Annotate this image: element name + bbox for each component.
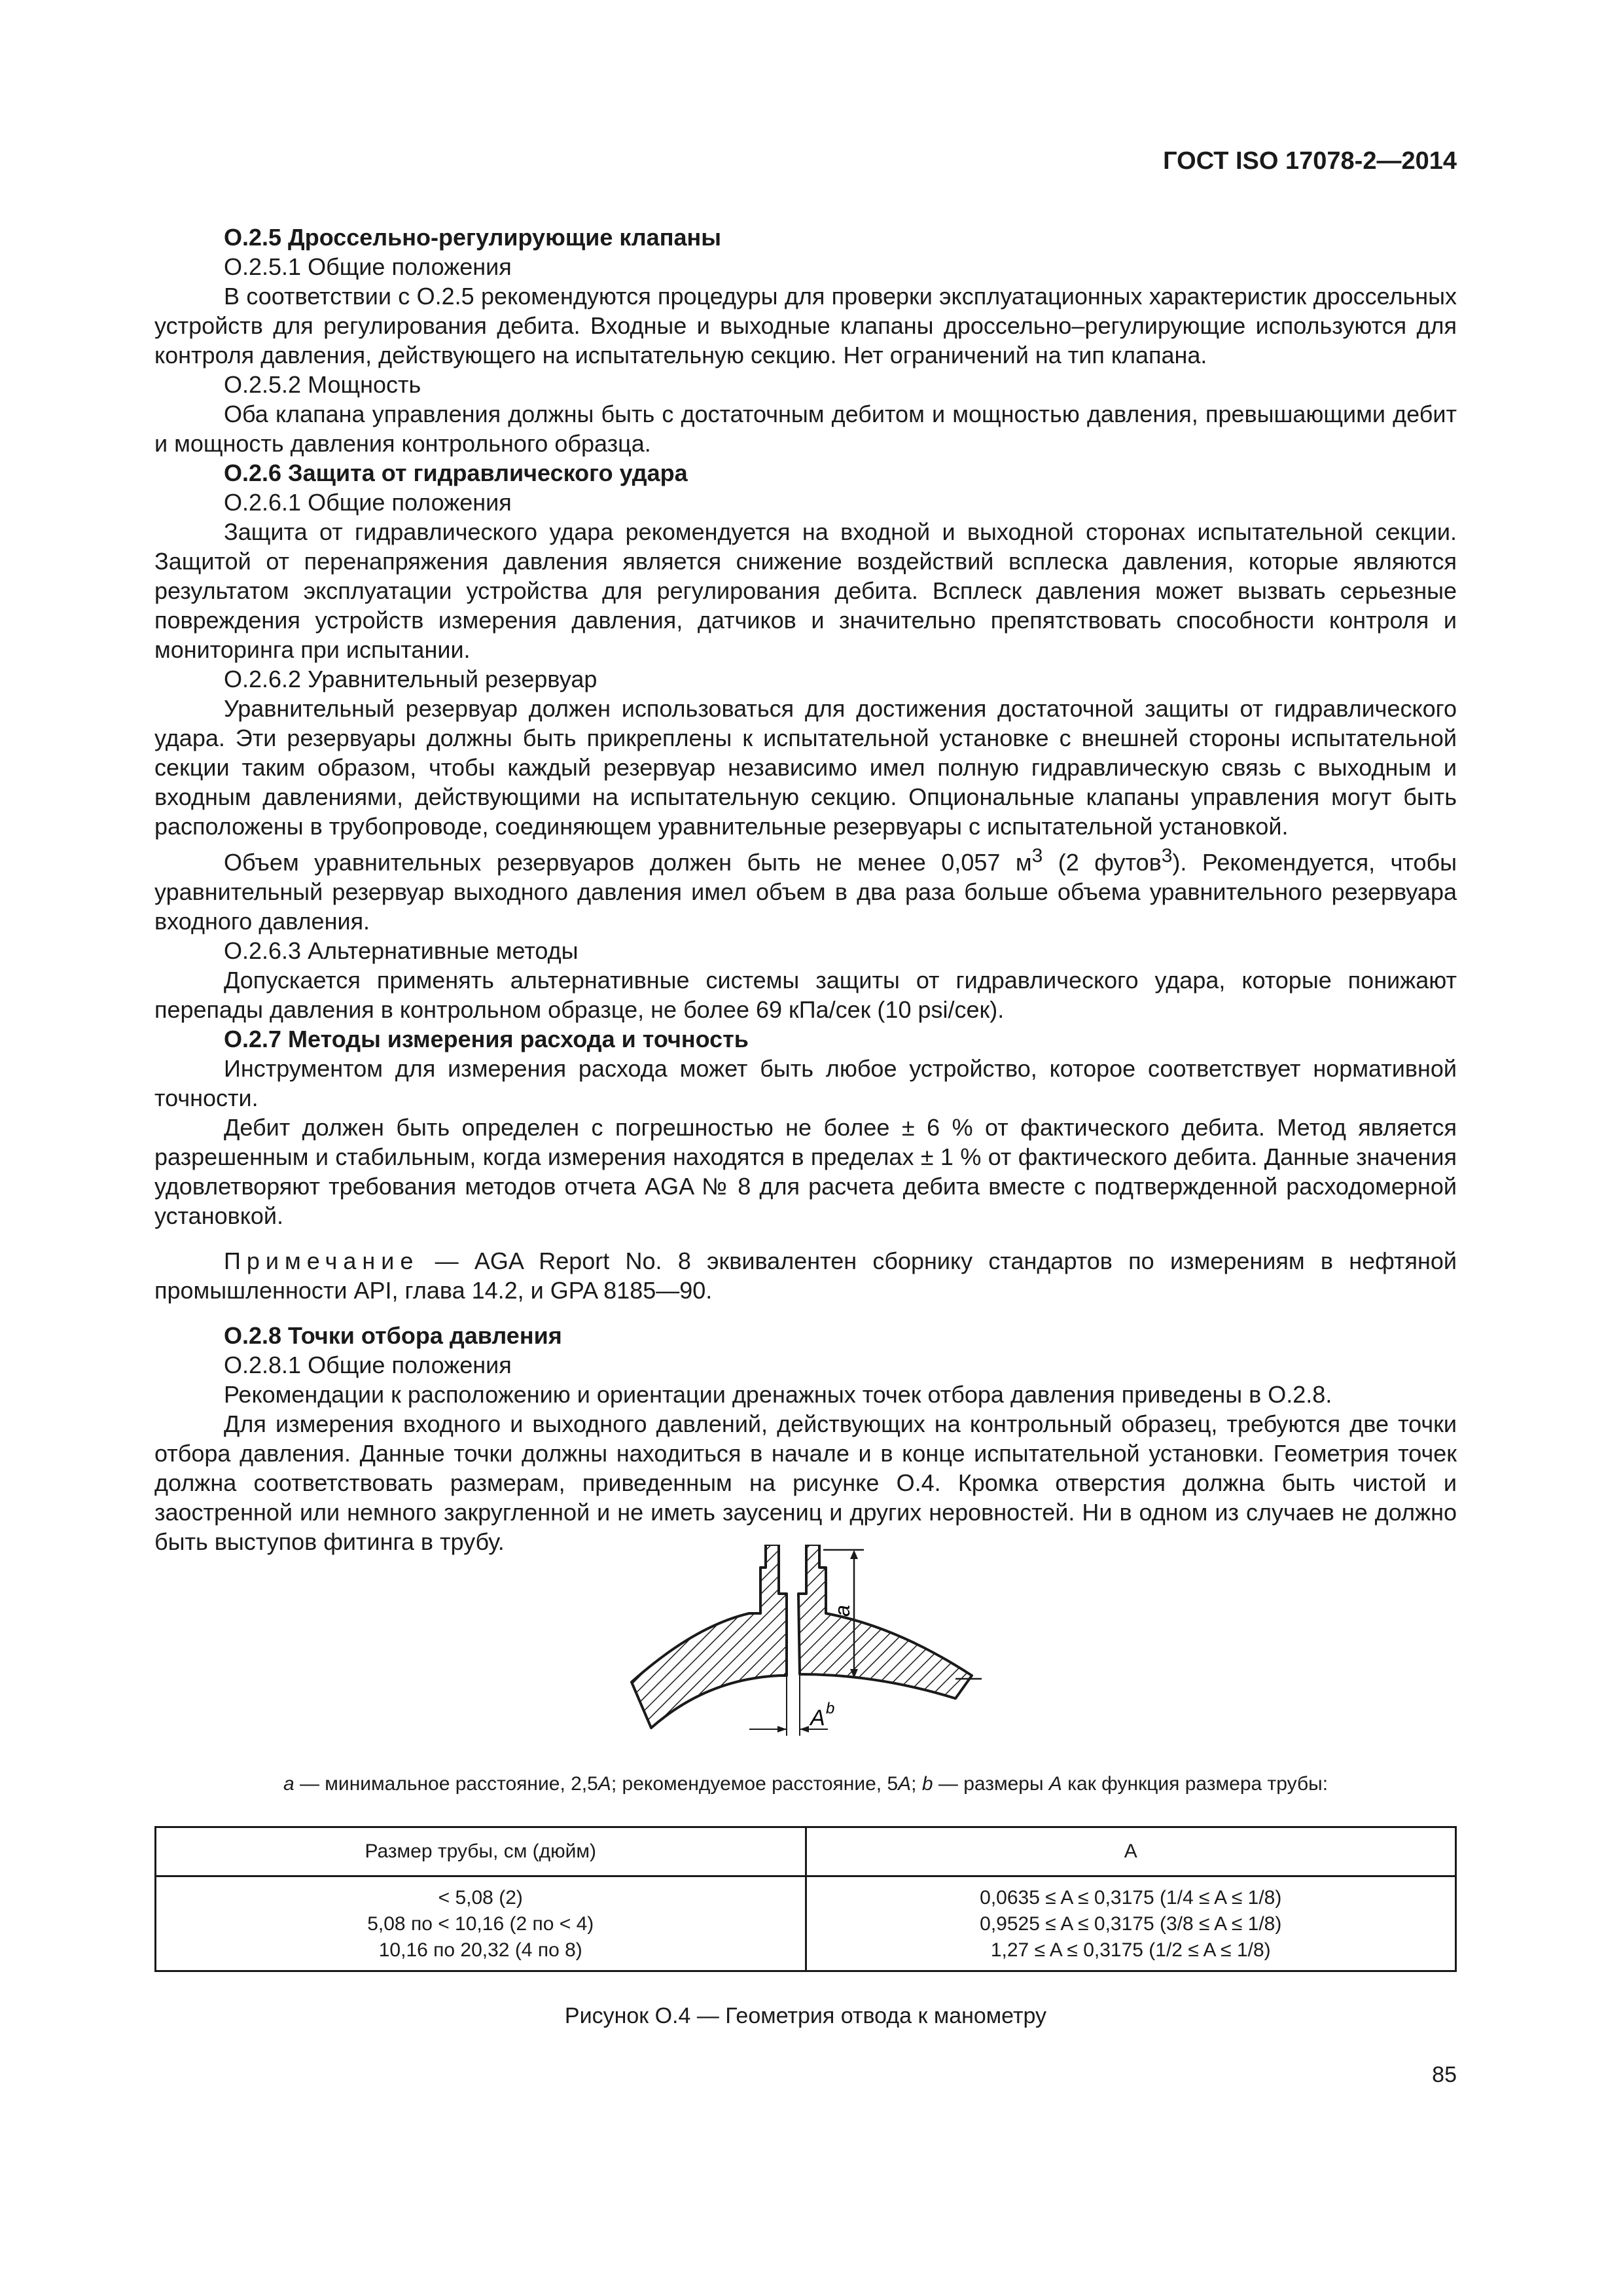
note xyxy=(154,1246,1457,1305)
text-run: Объем уравнительных резервуаров должен быть не менее 0,057 м xyxy=(224,849,1032,876)
arrow-right xyxy=(777,1726,787,1732)
figure-title: Рисунок О.4 — Геометрия отвода к манометру xyxy=(564,2003,1047,2028)
subsection-heading: О.2.8.1 Общие положения xyxy=(224,1352,512,1378)
paragraph: В соответствии с О.2.5 рекомендуются процедуры для проверки эксплуатационных характеристик дроссельных устройств для регулирования дебита. Входные и выходные клапаны дроссельно–регулирующие используются для контроля давления, действующего на испытательную секцию. Нет ограничений на тип клапана. xyxy=(154,283,1457,368)
note-label: Примечание xyxy=(224,1247,419,1274)
paragraph: Для измерения входного и выходного давлений, действующих на контрольный образец, требуются две точки отбора давления. Данные точки должны находиться в начале и в конце испытательной установки. Геометрия точек должна соответствовать размерам, приведенным на рисунке О.4. Кромка отверстия должна быть чистой и заостренной или немного закругленной и не иметь заусениц и других неровностей. Ни в одном из случаев не должно быть выступов фитинга в трубу. xyxy=(154,1410,1457,1555)
label-a: a xyxy=(830,1605,854,1617)
paragraph: Рекомендации к расположению и ориентации дренажных точек отбора давления приведены в О.2.8. xyxy=(224,1381,1332,1408)
table-row xyxy=(156,1876,1456,1971)
arrow-up xyxy=(850,1550,858,1559)
superscript: 3 xyxy=(1161,845,1173,867)
cell-line: 0,0635 ≤ A ≤ 0,3175 (1/4 ≤ A ≤ 1/8) xyxy=(980,1887,1282,1909)
subsection-heading: О.2.5.2 Мощность xyxy=(224,371,421,398)
standard-number: ГОСТ ISO 17078-2—2014 xyxy=(1163,147,1457,175)
label-A: A xyxy=(810,1706,825,1731)
legend-text: ; xyxy=(911,1773,922,1795)
legend-text: — минимальное расстояние, 2,5 xyxy=(294,1773,598,1795)
section-heading: О.2.8 Точки отбора давления xyxy=(224,1322,562,1349)
paragraph xyxy=(154,841,1457,936)
arrow-left xyxy=(800,1726,809,1732)
figure-legend xyxy=(154,1769,1457,1799)
pipe-wall-left xyxy=(632,1545,787,1728)
paragraph: Оба клапана управления должны быть с достаточным дебитом и мощностью давления, превышающими дебит и мощность давления контрольного образца. xyxy=(154,401,1457,457)
legend-term: A xyxy=(898,1773,912,1795)
legend-text: ; рекомендуемое расстояние, 5 xyxy=(611,1773,899,1795)
table-cell xyxy=(806,1876,1456,1971)
legend-text: как функция размера трубы: xyxy=(1061,1773,1329,1795)
document-body xyxy=(154,223,1457,1556)
paragraph: Дебит должен быть определен с погрешностью не более ± 6 % от фактического дебита. Метод является разрешенным и стабильным, когда измерения находятся в пределах ± 1 % от фактического дебита. Данные значения удовлетворяют требования методов отчета AGA № 8 для расчета дебита вместе с подтвержденной расходомерной установкой. xyxy=(154,1114,1457,1229)
paragraph: Допускается применять альтернативные системы защиты от гидравлического удара, которые понижают перепады давления в контрольном образце, не более 69 кПа/сек (10 psi/сек). xyxy=(154,967,1457,1023)
paragraph: Инструментом для измерения расхода может быть любое устройство, которое соответствует нормативной точности. xyxy=(154,1055,1457,1111)
section-heading: О.2.6 Защита от гидравлического удара xyxy=(224,459,688,486)
cell-line: 10,16 по 20,32 (4 по 8) xyxy=(378,1939,582,1961)
text-run: ). Рекомендуется, чтобы уравнительный резервуар выходного давления имел объем в два раза больше объема уравнительного резервуара входного давления. xyxy=(154,849,1457,935)
cell-line: 1,27 ≤ A ≤ 0,3175 (1/2 ≤ A ≤ 1/8) xyxy=(990,1939,1271,1961)
table-header-row xyxy=(156,1827,1456,1876)
text-run: (2 футов xyxy=(1043,849,1162,876)
section-heading: О.2.7 Методы измерения расхода и точность xyxy=(224,1026,749,1052)
table-cell xyxy=(156,1876,806,1971)
page-number: 85 xyxy=(1432,2062,1457,2087)
pipe-wall-right xyxy=(798,1545,972,1698)
superscript: 3 xyxy=(1031,845,1043,867)
paragraph: Защита от гидравлического удара рекомендуется на входной и выходной сторонах испытательной секции. Защитой от перенапряжения давления является снижение воздействий всплеска давления, которые являются результатом эксплуатации устройства для регулирования дебита. Всплеск давления может вызвать серьезные повреждения устройств измерения давления, датчиков и значительно препятствовать способности контроля и мониторинга при испытании. xyxy=(154,518,1457,663)
paragraph: Уравнительный резервуар должен использоваться для достижения достаточной защиты от гидравлического удара. Эти резервуары должны быть прикреплены к испытательной установке с внешней стороны испытательной секции таким образом, чтобы каждый резервуар независимо имел полную гидравлическую связь с выходным и входным давлениями, действующими на испытательную секцию. Опциональные клапаны управления могут быть расположены в трубопроводе, соединяющем уравнительные резервуары с испытательной установкой. xyxy=(154,695,1457,840)
note-text: — AGA Report No. 8 эквивалентен сборнику стандартов по измерениям в нефтяной промышленности API, глава 14.2, и GPA 8185—90. xyxy=(154,1247,1457,1304)
pressure-tap-drawing xyxy=(615,1545,1008,1780)
subsection-heading: О.2.5.1 Общие положения xyxy=(224,253,512,280)
column-header: А xyxy=(806,1827,1456,1876)
subsection-heading: О.2.6.2 Уравнительный резервуар xyxy=(224,666,597,692)
cell-line: 5,08 по < 10,16 (2 по < 4) xyxy=(367,1913,594,1935)
legend-text: — размеры xyxy=(933,1773,1049,1795)
legend-term: b xyxy=(921,1773,933,1795)
label-b: b xyxy=(826,1700,835,1717)
legend-term: a xyxy=(283,1773,294,1795)
cell-line: < 5,08 (2) xyxy=(438,1887,523,1909)
subsection-heading: О.2.6.3 Альтернативные методы xyxy=(224,937,579,964)
legend-term: A xyxy=(597,1773,611,1795)
section-heading: О.2.5 Дроссельно-регулирующие клапаны xyxy=(224,224,721,251)
subsection-heading: О.2.6.1 Общие положения xyxy=(224,489,512,516)
legend-term: A xyxy=(1048,1773,1062,1795)
column-header: Размер трубы, см (дюйм) xyxy=(156,1827,806,1876)
pipe-size-table xyxy=(154,1826,1457,1972)
cell-line: 0,9525 ≤ A ≤ 0,3175 (3/8 ≤ A ≤ 1/8) xyxy=(980,1913,1282,1935)
